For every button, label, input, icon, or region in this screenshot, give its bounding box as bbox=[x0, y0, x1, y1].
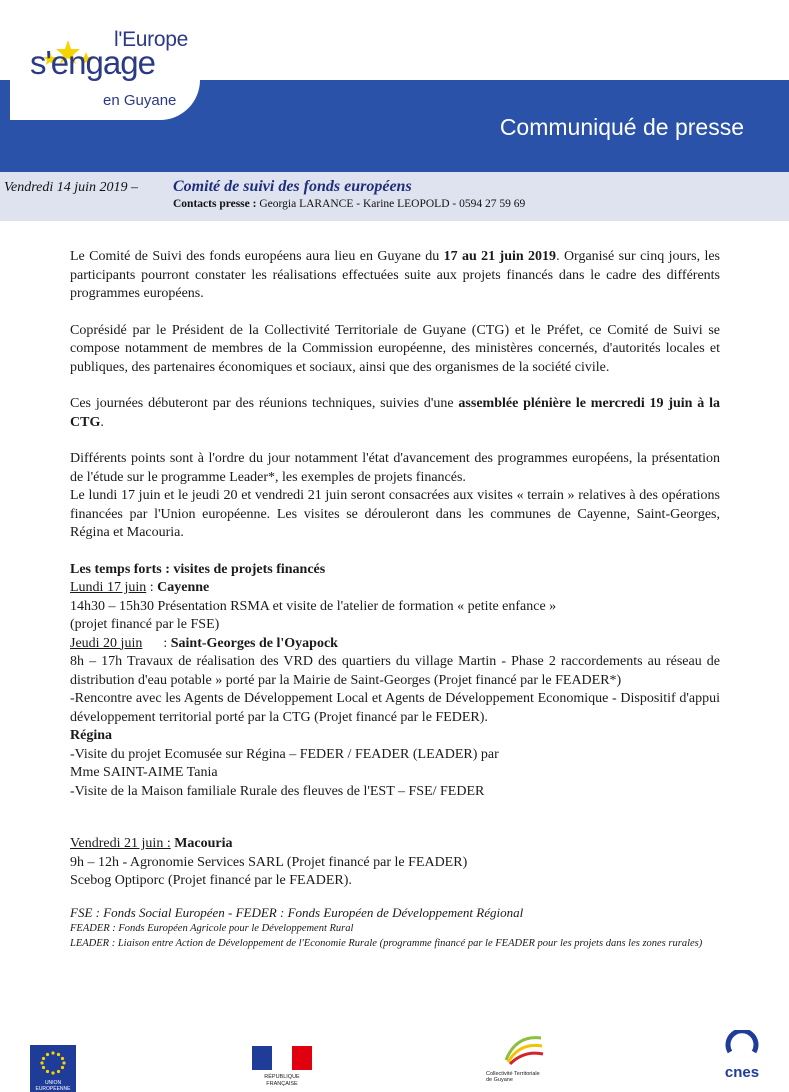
rf-caption: RÉPUBLIQUE FRANÇAISE bbox=[264, 1074, 300, 1087]
ctg-logo bbox=[486, 1030, 546, 1083]
day1-item: (projet financé par le FSE) bbox=[70, 617, 220, 632]
day3-item: 9h – 12h - Agronomie Services SARL (Projet financé par le FEADER) bbox=[70, 854, 468, 870]
footnote-leader: LEADER : Liaison entre Action de Développement de l'Economie Rurale (programme financé par le FEADER pour les projets dans les zones rurales) bbox=[70, 938, 703, 949]
day3-heading bbox=[70, 835, 720, 854]
europe-engage-logo bbox=[0, 0, 260, 120]
release-date: Vendredi 14 juin 2019 – bbox=[4, 180, 139, 195]
eu-flag-logo bbox=[30, 1045, 76, 1081]
text: Ces journées débuteront par des réunions techniques, suivies d'une bbox=[70, 396, 459, 411]
ctg-caption: Collectivité Territoriale de Guyane bbox=[486, 1071, 540, 1083]
release-subject: Comité de suivi des fonds européens bbox=[173, 178, 412, 195]
day1-place: Cayenne bbox=[157, 580, 210, 595]
footnote-feader: FEADER : Fonds Européen Agricole pour le Développement Rural bbox=[70, 923, 354, 934]
spacer bbox=[70, 801, 720, 835]
regina-item: Mme SAINT-AIME Tania bbox=[70, 765, 218, 780]
day1-item: 14h30 – 15h30 Présentation RSMA et visite de l'atelier de formation « petite enfance » bbox=[70, 598, 557, 614]
footnote-fse-feder: FSE : Fonds Social Européen - FEDER : Fonds Européen de Développement Régional bbox=[70, 905, 524, 920]
day2-label: Jeudi 20 juin bbox=[70, 635, 143, 651]
day3-place: Macouria bbox=[170, 836, 233, 851]
cnes-arc-icon bbox=[722, 1030, 762, 1060]
day2-heading bbox=[70, 635, 720, 654]
paragraph-agenda: Différents points sont à l'ordre du jour notamment l'état d'avancement des programmes européens, la présentation de l'étude sur le programme Leader*, les exemples de projets financés. bbox=[70, 451, 720, 485]
contacts-value: Georgia LARANCE - Karine LEOPOLD - 0594 27 59 69 bbox=[256, 198, 526, 210]
tricolor-flag-icon bbox=[252, 1046, 312, 1070]
day2-item: 8h – 17h Travaux de réalisation des VRD des quartiers du village Martin - Phase 2 raccordements au réseau de distribution d'eau potable » porté par la Mairie de Saint-Georges (Projet financé par le FEADER*) bbox=[70, 654, 720, 688]
paragraph-assembly bbox=[70, 395, 720, 432]
program-section bbox=[70, 561, 720, 891]
republique-francaise-logo bbox=[252, 1046, 312, 1090]
day3-label: Vendredi 21 juin : bbox=[70, 836, 171, 851]
cnes-logo bbox=[712, 1030, 772, 1086]
footnotes bbox=[70, 905, 730, 951]
eu-stars-circle-icon bbox=[30, 1045, 76, 1081]
cnes-caption: cnes bbox=[724, 1064, 760, 1081]
ctg-swirl-icon bbox=[486, 1030, 546, 1066]
regina-item: -Visite de la Maison familiale Rurale des fleuves de l'EST – FSE/ FEDER bbox=[70, 783, 485, 799]
day1-heading bbox=[70, 579, 720, 598]
paragraph-dates bbox=[70, 248, 720, 304]
regina-label: Régina bbox=[70, 728, 112, 743]
press-release-title: Communiqué de presse bbox=[499, 114, 744, 140]
day2-place: Saint-Georges de l'Oyapock bbox=[170, 635, 338, 651]
day3-item: Scebog Optiporc (Projet financé par le FEADER). bbox=[70, 873, 352, 888]
day1-label: Lundi 17 juin bbox=[70, 580, 147, 595]
logo-text-europe: l'Europe bbox=[114, 28, 188, 51]
contacts-label: Contacts presse : bbox=[173, 198, 257, 210]
logo-text-engage: s'engage bbox=[30, 44, 155, 81]
regina-item: -Visite du projet Ecomusée sur Régina – FEDER / FEADER (LEADER) par bbox=[70, 746, 499, 762]
regina-heading bbox=[70, 727, 720, 746]
release-body bbox=[70, 248, 720, 891]
paragraph-visits: Le lundi 17 juin et le jeudi 20 et vendredi 21 juin seront consacrées aux visites « terrain » relatives à des opérations financées par l'Union européenne. Les visites se dérouleront dans les communes de Cayenne, Saint-Georges, Régina et Macouria. bbox=[70, 488, 720, 540]
assembly-bold: assemblée plénière le mercredi 19 juin à la CTG bbox=[70, 396, 720, 430]
text: . Organisé sur cinq jours, les participants pourront constater les réalisations effectuées suite aux projets financés dans le cadre des différents programmes européens. bbox=[70, 249, 720, 301]
logo-text-guyane: en Guyane bbox=[103, 92, 177, 109]
program-heading bbox=[70, 561, 720, 580]
day2-item: -Rencontre avec les Agents de Développement Local et Agents de Développement Economique - Dispositif d'appui développement territorial porté par la CTG (Projet financé par le FEDER). bbox=[70, 691, 720, 725]
text: . bbox=[100, 414, 104, 430]
sep: : bbox=[146, 580, 158, 595]
press-contacts bbox=[173, 198, 525, 210]
dates-bold: 17 au 21 juin 2019 bbox=[443, 249, 557, 264]
paragraph-copresidence: Coprésidé par le Président de la Collectivité Territoriale de Guyane (CTG) et le Préfet, ce Comité de Suivi se compose notamment de membres de la Commission européenne, des ministères concernés, d'autorités locales et publiques, des partenaires économiques et sociaux, ainsi que des organismes de la société civile. bbox=[70, 322, 720, 375]
eu-caption: UNION EUROPÉENNE bbox=[30, 1080, 76, 1092]
program-heading-text: Les temps forts : visites de projets financés bbox=[70, 561, 326, 577]
text: Le Comité de Suivi des fonds européens aura lieu en Guyane du bbox=[70, 249, 444, 264]
sep: : bbox=[142, 635, 171, 651]
